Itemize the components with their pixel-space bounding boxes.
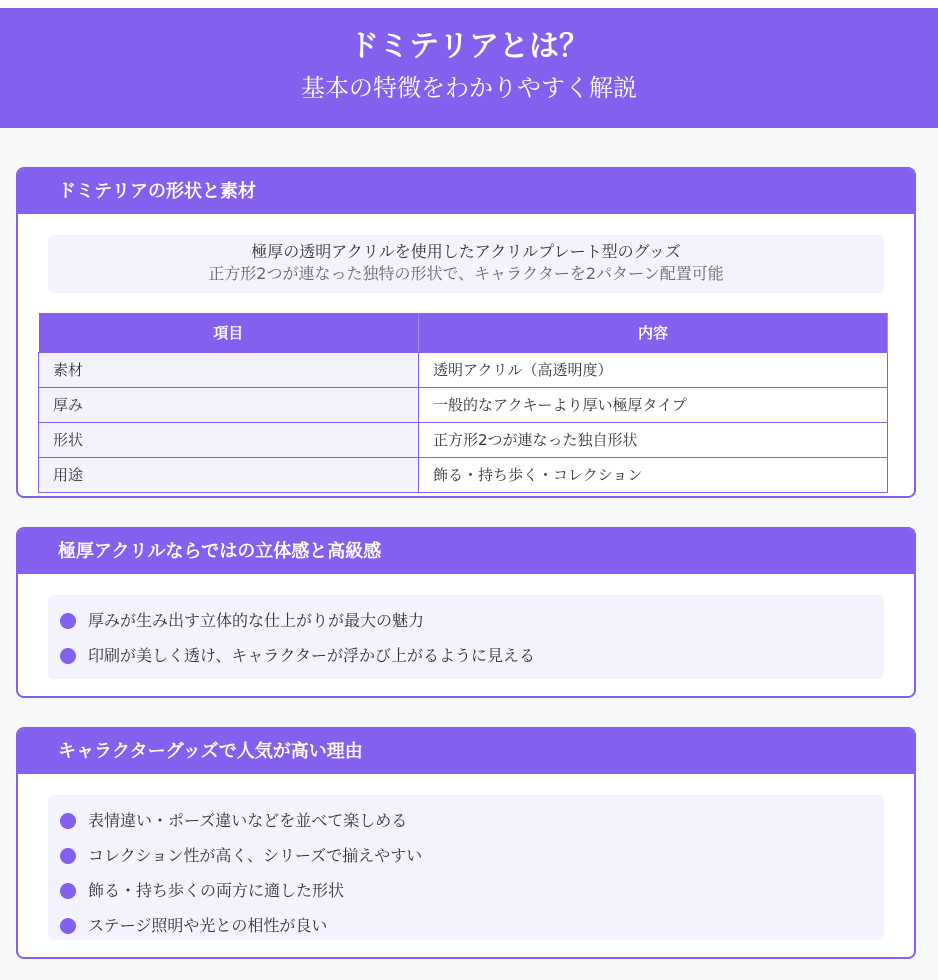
reason-list <box>48 795 884 940</box>
table-row <box>39 387 888 422</box>
table-cell: 正方形2つが連なった独自形状 <box>419 422 888 457</box>
list-item <box>60 603 884 638</box>
table-cell: 用途 <box>39 457 419 492</box>
bullet-icon <box>60 883 76 899</box>
list-item-text: 飾る・持ち歩くの両方に適した形状 <box>88 881 345 900</box>
table-header: 項目 <box>39 313 419 352</box>
feature-list <box>48 595 884 679</box>
intro-main: 極厚の透明アクリルを使用したアクリルプレート型のグッズ <box>251 242 681 261</box>
table-row <box>39 457 888 492</box>
bullet-icon <box>60 613 76 629</box>
intro-sub: 正方形2つが連なった独特の形状で、キャラクターを2パターン配置可能 <box>208 264 724 283</box>
hero-banner <box>0 8 938 128</box>
section-shape-material <box>16 167 916 498</box>
top-strip <box>0 0 938 8</box>
bullet-icon <box>60 918 76 934</box>
table-cell: 一般的なアクキーより厚い極厚タイプ <box>419 387 888 422</box>
section-3d-quality <box>16 527 916 698</box>
table-header: 内容 <box>419 313 888 352</box>
list-item <box>60 838 884 873</box>
list-item-text: 印刷が美しく透け、キャラクターが浮かび上がるように見える <box>88 646 536 665</box>
bullet-icon <box>60 813 76 829</box>
table-row <box>39 352 888 387</box>
list-item-text: 厚みが生み出す立体的な仕上がりが最大の魅力 <box>88 611 425 630</box>
bullet-icon <box>60 848 76 864</box>
table-cell: 厚み <box>39 387 419 422</box>
list-item <box>60 638 884 673</box>
list-item-text: ステージ照明や光との相性が良い <box>88 916 328 935</box>
table-cell: 素材 <box>39 352 419 387</box>
table-cell: 形状 <box>39 422 419 457</box>
table-row <box>39 422 888 457</box>
list-item <box>60 803 884 838</box>
list-item <box>60 873 884 908</box>
page-title: ドミテリアとは？ <box>349 29 589 64</box>
section-title: 極厚アクリルならではの立体感と高級感 <box>18 529 914 574</box>
list-item <box>60 908 884 943</box>
section-popularity <box>16 727 916 959</box>
spec-table <box>38 313 888 493</box>
table-cell: 透明アクリル（高透明度） <box>419 352 888 387</box>
section-title: ドミテリアの形状と素材 <box>18 169 914 214</box>
list-item-text: 表情違い・ポーズ違いなどを並べて楽しめる <box>88 811 408 830</box>
bullet-icon <box>60 648 76 664</box>
page-subtitle: 基本の特徴をわかりやすく解説 <box>301 74 637 102</box>
list-item-text: コレクション性が高く、シリーズで揃えやすい <box>88 846 423 865</box>
intro-box <box>48 235 884 293</box>
table-cell: 飾る・持ち歩く・コレクション <box>419 457 888 492</box>
section-title: キャラクターグッズで人気が高い理由 <box>18 729 914 774</box>
